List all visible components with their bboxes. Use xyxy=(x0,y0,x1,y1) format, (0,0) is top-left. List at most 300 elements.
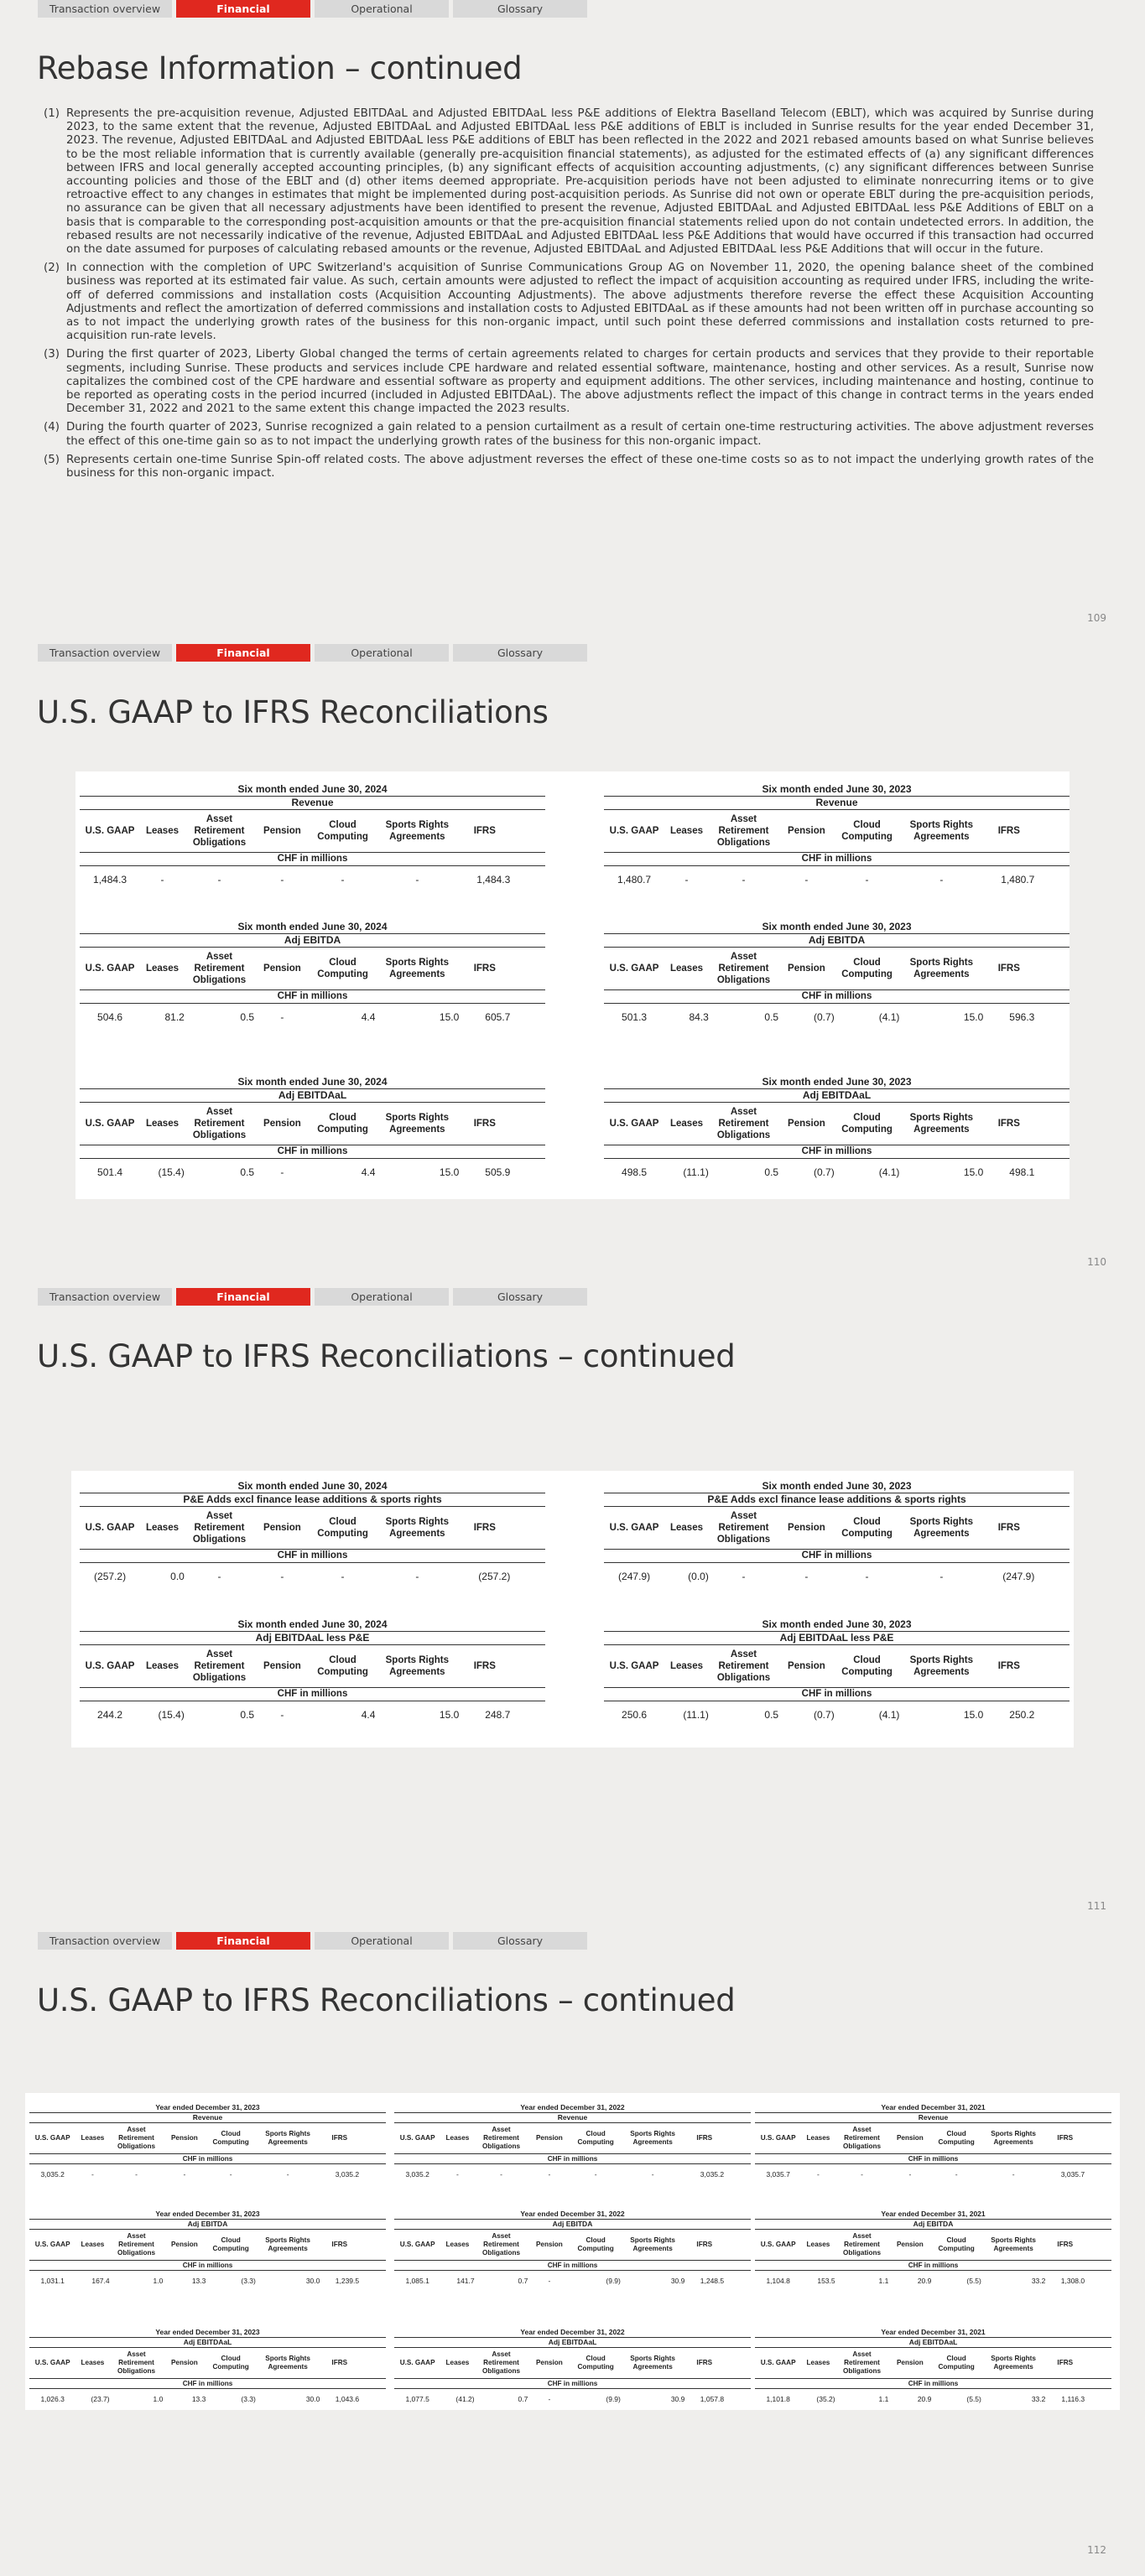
column-header: Sports Rights Agreements xyxy=(385,1113,450,1135)
table-cell: 501.3 xyxy=(622,1011,648,1023)
table-cell: 3,035.2 xyxy=(405,2170,429,2179)
column-headers xyxy=(394,2230,751,2261)
column-header: Asset Retirement Obligations xyxy=(192,1649,247,1683)
footnote-item xyxy=(44,107,1094,257)
reconciliation-table xyxy=(29,2328,386,2409)
column-header: Pension xyxy=(263,963,301,974)
unit-label: CHF in millions xyxy=(394,2261,751,2271)
table-cell: 3,035.2 xyxy=(700,2170,725,2179)
column-header: Asset Retirement Obligations xyxy=(842,2126,882,2150)
table-metric: Adj EBITDA xyxy=(394,2220,751,2230)
column-headers xyxy=(604,810,1070,853)
table-cell: 30.0 xyxy=(305,2277,320,2285)
column-header: Cloud Computing xyxy=(317,1113,368,1135)
column-header: Pension xyxy=(788,1523,825,1533)
table-cell: (15.4) xyxy=(158,1166,185,1178)
column-header: U.S. GAAP xyxy=(609,1523,659,1533)
column-header: Asset Retirement Obligations xyxy=(842,2350,882,2375)
table-cell: 15.0 xyxy=(963,1011,984,1023)
reconciliation-table xyxy=(394,2103,751,2184)
table-cell: 15.0 xyxy=(963,1166,984,1178)
column-headers xyxy=(80,948,545,990)
table-row xyxy=(604,1004,1070,1031)
table-cell: 1,057.8 xyxy=(700,2395,725,2403)
unit-label: CHF in millions xyxy=(604,990,1070,1004)
tab-operational[interactable]: Operational xyxy=(315,1932,449,1950)
column-header: Sports Rights Agreements xyxy=(630,2236,675,2252)
table-cell: (5.5) xyxy=(966,2277,981,2285)
tab-financial[interactable]: Financial xyxy=(176,644,310,662)
table-cell: 153.5 xyxy=(817,2277,835,2285)
reconciliation-table xyxy=(80,1480,545,1590)
column-header: IFRS xyxy=(1057,2359,1074,2366)
column-header: Cloud Computing xyxy=(212,2130,249,2146)
table-period: Year ended December 31, 2023 xyxy=(29,2210,386,2220)
column-header: Cloud Computing xyxy=(577,2130,614,2146)
table-cell: - xyxy=(955,2170,958,2179)
column-header: Cloud Computing xyxy=(841,1113,893,1135)
column-header: Cloud Computing xyxy=(212,2236,249,2252)
slide-111 xyxy=(0,1288,1145,1932)
table-cell: 505.9 xyxy=(485,1166,511,1178)
unit-label: CHF in millions xyxy=(29,2379,386,2389)
table-cell: 248.7 xyxy=(485,1709,511,1721)
table-cell: 605.7 xyxy=(485,1011,511,1023)
column-header: Pension xyxy=(788,1661,825,1671)
table-cell: - xyxy=(217,874,221,886)
table-cell: 498.1 xyxy=(1009,1166,1035,1178)
tab-financial[interactable]: Financial xyxy=(176,1288,310,1306)
column-header: Leases xyxy=(669,826,703,836)
table-cell: (0.7) xyxy=(814,1166,835,1178)
footnote-item xyxy=(44,262,1094,343)
unit-label: CHF in millions xyxy=(755,2379,1111,2389)
footnote-number: (4) xyxy=(44,421,60,434)
column-header: Sports Rights Agreements xyxy=(909,1113,974,1135)
column-header: Leases xyxy=(806,2359,830,2366)
table-cell: 596.3 xyxy=(1009,1011,1035,1023)
column-header: IFRS xyxy=(473,1119,496,1129)
column-header: Sports Rights Agreements xyxy=(909,1517,974,1539)
column-header: IFRS xyxy=(331,2241,348,2248)
column-header: U.S. GAAP xyxy=(34,2134,70,2142)
table-cell: (9.9) xyxy=(606,2395,621,2403)
column-header: U.S. GAAP xyxy=(85,1523,135,1533)
table-cell: - xyxy=(651,2170,654,2179)
table-cell: 13.3 xyxy=(191,2395,206,2403)
reconciliation-table xyxy=(394,2210,751,2291)
column-header: Sports Rights Agreements xyxy=(991,2355,1036,2371)
table-cell: 250.6 xyxy=(622,1709,648,1721)
table-row xyxy=(80,1563,545,1590)
tab-glossary[interactable]: Glossary xyxy=(453,1932,587,1950)
table-cell: 81.2 xyxy=(164,1011,185,1023)
column-header: Cloud Computing xyxy=(577,2355,614,2371)
tab-operational[interactable]: Operational xyxy=(315,644,449,662)
column-header: Asset Retirement Obligations xyxy=(117,2350,156,2375)
column-header: U.S. GAAP xyxy=(399,2241,435,2248)
column-header: Asset Retirement Obligations xyxy=(481,2350,521,2375)
column-header: IFRS xyxy=(473,963,496,974)
table-cell: 30.9 xyxy=(670,2395,685,2403)
column-header: U.S. GAAP xyxy=(609,826,659,836)
table-period: Six month ended June 30, 2024 xyxy=(80,783,545,797)
tab-glossary[interactable]: Glossary xyxy=(453,0,587,18)
tab-transaction-overview[interactable]: Transaction overview xyxy=(38,0,172,18)
table-period: Six month ended June 30, 2024 xyxy=(80,1480,545,1493)
column-header: Pension xyxy=(263,1661,301,1671)
column-headers xyxy=(755,2230,1111,2261)
reconciliation-table xyxy=(29,2210,386,2291)
column-header: Asset Retirement Obligations xyxy=(842,2232,882,2257)
table-row xyxy=(29,2164,386,2184)
column-header: Leases xyxy=(145,963,179,974)
column-headers xyxy=(394,2348,751,2379)
table-cell: (15.4) xyxy=(158,1709,185,1721)
column-header: IFRS xyxy=(473,1523,496,1533)
table-cell: 167.4 xyxy=(91,2277,110,2285)
table-cell: 15.0 xyxy=(439,1166,460,1178)
reconciliation-table xyxy=(755,2328,1111,2409)
table-cell: 1.0 xyxy=(153,2395,164,2403)
column-header: U.S. GAAP xyxy=(85,963,135,974)
table-cell: - xyxy=(280,874,284,886)
column-header: Pension xyxy=(263,1119,301,1129)
table-period: Year ended December 31, 2022 xyxy=(394,2103,751,2113)
table-row xyxy=(80,1159,545,1186)
table-cell: (5.5) xyxy=(966,2395,981,2403)
unit-label: CHF in millions xyxy=(755,2261,1111,2271)
table-cell: 1,031.1 xyxy=(40,2277,65,2285)
column-header: U.S. GAAP xyxy=(609,1661,659,1671)
table-cell: 0.5 xyxy=(764,1709,779,1721)
column-header: Pension xyxy=(170,2359,198,2366)
column-header: Cloud Computing xyxy=(317,1517,368,1539)
table-period: Six month ended June 30, 2024 xyxy=(80,921,545,934)
column-header: IFRS xyxy=(331,2134,348,2142)
column-header: U.S. GAAP xyxy=(399,2359,435,2366)
table-period: Year ended December 31, 2021 xyxy=(755,2103,1111,2113)
column-headers xyxy=(604,1507,1070,1550)
column-header: Pension xyxy=(896,2134,924,2142)
column-header: Asset Retirement Obligations xyxy=(716,814,771,848)
table-row xyxy=(29,2271,386,2291)
table-cell: - xyxy=(280,1011,284,1023)
table-metric: Adj EBITDA xyxy=(604,934,1070,948)
tab-operational[interactable]: Operational xyxy=(315,0,449,18)
table-cell: 1,308.0 xyxy=(1060,2277,1085,2285)
table-period: Six month ended June 30, 2023 xyxy=(604,1076,1070,1089)
column-header: Cloud Computing xyxy=(317,958,368,979)
column-header: Asset Retirement Obligations xyxy=(192,1107,247,1140)
column-headers xyxy=(80,1645,545,1688)
column-header: Sports Rights Agreements xyxy=(385,1517,450,1539)
table-cell: 1.0 xyxy=(153,2277,164,2285)
reconciliation-table xyxy=(604,921,1070,1031)
table-cell: 15.0 xyxy=(439,1709,460,1721)
table-cell: (23.7) xyxy=(91,2395,110,2403)
column-header: Asset Retirement Obligations xyxy=(716,1107,771,1140)
table-cell: 0.5 xyxy=(764,1166,779,1178)
page-number: 112 xyxy=(1087,2544,1106,2556)
reconciliation-table xyxy=(394,2328,751,2409)
column-header: Leases xyxy=(81,2134,105,2142)
column-header: Asset Retirement Obligations xyxy=(117,2126,156,2150)
table-cell: (257.2) xyxy=(94,1571,127,1582)
footnote-item xyxy=(44,348,1094,416)
nav-tabs xyxy=(38,644,587,662)
table-cell: (11.1) xyxy=(683,1709,709,1721)
column-header: Sports Rights Agreements xyxy=(991,2236,1036,2252)
unit-label: CHF in millions xyxy=(604,1688,1070,1701)
table-period: Year ended December 31, 2022 xyxy=(394,2328,751,2338)
column-headers xyxy=(755,2123,1111,2154)
tab-financial[interactable]: Financial xyxy=(176,0,310,18)
table-cell: 33.2 xyxy=(1031,2395,1046,2403)
table-metric: Adj EBITDAaL xyxy=(394,2338,751,2348)
column-header: U.S. GAAP xyxy=(85,826,135,836)
table-cell: 0.0 xyxy=(170,1571,185,1582)
column-headers xyxy=(29,2348,386,2379)
table-cell: (35.2) xyxy=(816,2395,835,2403)
tab-transaction-overview[interactable]: Transaction overview xyxy=(38,644,172,662)
table-cell: - xyxy=(939,1571,944,1582)
column-header: Leases xyxy=(806,2134,830,2142)
column-header: Sports Rights Agreements xyxy=(265,2130,310,2146)
column-header: Sports Rights Agreements xyxy=(991,2130,1036,2146)
column-header: U.S. GAAP xyxy=(760,2359,796,2366)
column-header: Cloud Computing xyxy=(841,1655,893,1677)
page-title: U.S. GAAP to IFRS Reconciliations – continued xyxy=(37,1338,736,1374)
table-cell: (4.1) xyxy=(878,1166,900,1178)
reconciliation-table xyxy=(604,783,1070,893)
column-headers xyxy=(80,1507,545,1550)
column-header: Asset Retirement Obligations xyxy=(716,952,771,985)
table-cell: 30.0 xyxy=(305,2395,320,2403)
table-metric: Adj EBITDAaL less P&E xyxy=(604,1632,1070,1645)
table-cell: 3,035.2 xyxy=(40,2170,65,2179)
column-header: Pension xyxy=(896,2241,924,2248)
column-header: Leases xyxy=(445,2359,470,2366)
table-cell: 3,035.2 xyxy=(335,2170,360,2179)
column-header: U.S. GAAP xyxy=(760,2241,796,2248)
column-header: Asset Retirement Obligations xyxy=(192,952,247,985)
table-period: Year ended December 31, 2023 xyxy=(29,2328,386,2338)
column-header: IFRS xyxy=(1057,2241,1074,2248)
table-cell: 1,248.5 xyxy=(700,2277,725,2285)
footnote-number: (1) xyxy=(44,107,60,120)
column-header: U.S. GAAP xyxy=(85,1119,135,1129)
column-header: Asset Retirement Obligations xyxy=(716,1511,771,1545)
tab-financial[interactable]: Financial xyxy=(176,1932,310,1950)
table-cell: - xyxy=(1012,2170,1015,2179)
table-cell: 1.1 xyxy=(878,2277,889,2285)
column-header: Cloud Computing xyxy=(938,2236,975,2252)
column-header: Cloud Computing xyxy=(317,820,368,842)
column-header: Leases xyxy=(669,1661,703,1671)
column-header: Asset Retirement Obligations xyxy=(481,2232,521,2257)
unit-label: CHF in millions xyxy=(29,2261,386,2271)
nav-tabs xyxy=(38,1288,587,1306)
page-number: 109 xyxy=(1087,612,1106,624)
footnote-text: Represents the pre-acquisition revenue, Adjusted EBITDAaL and Adjusted EBITDAaL less P&E additions of Elektra Baselland Telecom (EBLT), which was acquired by Sunrise during 2023, to the same extent that the revenue, Adjusted EBITDAaL and Adjusted EBITDAaL less P&E additions of EBLT is included in Sunrise results for the year ended December 31, 2023. The revenue, Adjusted EBITDAaL and Adjusted EBITDAaL less P&E additions of EBLT has been reflected in the 2022 and 2021 rebased amounts based on what Sunrise believes to be the most reliable information that is currently available (generally pre-acquisition financial statements), as adjusted for the estimated effects of (a) any significant differences between IFRS and local generally accepted accounting principles, (b) any significant effects of acquisition accounting adjustments, (c) any significant differences between Sunrise accounting policies and those of the EBLT and (d) other items deemed appropriate. Pre-acquisition periods have not been adjusted to eliminate nonrecurring items or to give retroactive effect to any changes in estimates that might be implemented during post-acquisition periods. As Sunrise did not own or operate EBLT during the pre-acquisition periods, no assurance can be given that all necessary adjustments have been identified to present the revenue, Adjusted EBITDAaL and Adjusted EBITDAaL less P&E Additions of EBLT on a basis that is comparable to the corresponding post-acquisition amounts or that the pre-acquisition financial statements relied upon do not contain undetected errors. In addition, the rebased results are not necessarily indicative of the revenue, Adjusted EBITDAaL and Adjusted EBITDAaL less P&E Additions that would have occurred if this transaction had occurred on the date assumed for purposes of calculating rebased amounts or the revenue, Adjusted EBITDAaL and Adjusted EBITDAaL less P&E Additions that will occur in the future. xyxy=(66,107,1094,257)
column-header: Sports Rights Agreements xyxy=(385,820,450,842)
reconciliation-table xyxy=(755,2210,1111,2291)
column-header: Sports Rights Agreements xyxy=(909,958,974,979)
tab-glossary[interactable]: Glossary xyxy=(453,1288,587,1306)
footnote-number: (2) xyxy=(44,262,60,275)
table-cell: (11.1) xyxy=(683,1166,709,1178)
table-cell: 1,104.8 xyxy=(766,2277,790,2285)
column-header: Leases xyxy=(806,2241,830,2248)
tab-transaction-overview[interactable]: Transaction overview xyxy=(38,1932,172,1950)
column-header: Leases xyxy=(145,826,179,836)
table-cell: (0.7) xyxy=(814,1709,835,1721)
table-cell: - xyxy=(217,1571,221,1582)
column-header: Leases xyxy=(445,2241,470,2248)
table-metric: Adj EBITDA xyxy=(755,2220,1111,2230)
reconciliation-table xyxy=(755,2103,1111,2184)
table-cell: 1,116.3 xyxy=(1061,2395,1085,2403)
reconciliation-table xyxy=(29,2103,386,2184)
nav-tabs xyxy=(38,1932,587,1950)
table-metric: Adj EBITDAaL less P&E xyxy=(80,1632,545,1645)
table-cell: 1,101.8 xyxy=(766,2395,790,2403)
column-header: IFRS xyxy=(1057,2134,1074,2142)
table-row xyxy=(80,1004,545,1031)
table-cell: 501.4 xyxy=(97,1166,123,1178)
reconciliation-table xyxy=(80,1076,545,1186)
table-period: Year ended December 31, 2023 xyxy=(29,2103,386,2113)
footnote-text: During the fourth quarter of 2023, Sunrise recognized a gain related to a pension curtailment as a result of certain one-time restructuring activities. The above adjustment reverses the effect of this one-time gain so as to not impact the underlying growth rates of the business for this non-organic impact. xyxy=(66,421,1094,448)
column-header: Cloud Computing xyxy=(841,820,893,842)
unit-label: CHF in millions xyxy=(80,1145,545,1159)
table-cell: 0.7 xyxy=(518,2277,528,2285)
table-cell: - xyxy=(742,874,746,886)
table-cell: 4.4 xyxy=(361,1166,376,1178)
table-cell: 1,484.3 xyxy=(476,874,511,886)
column-header: Leases xyxy=(445,2134,470,2142)
column-header: Leases xyxy=(145,1523,179,1533)
table-row xyxy=(394,2389,751,2409)
table-cell: 1,043.6 xyxy=(335,2395,360,2403)
table-cell: - xyxy=(804,1571,809,1582)
tab-operational[interactable]: Operational xyxy=(315,1288,449,1306)
unit-label: CHF in millions xyxy=(394,2379,751,2389)
table-cell: - xyxy=(183,2170,186,2179)
column-header: Cloud Computing xyxy=(212,2355,249,2371)
table-row xyxy=(755,2164,1111,2184)
column-header: Leases xyxy=(145,1661,179,1671)
table-cell: 1,480.7 xyxy=(1001,874,1035,886)
column-header: IFRS xyxy=(696,2241,713,2248)
unit-label: CHF in millions xyxy=(755,2154,1111,2164)
footnote-item xyxy=(44,421,1094,448)
nav-tabs xyxy=(38,0,587,18)
table-metric: Adj EBITDA xyxy=(80,934,545,948)
table-period: Six month ended June 30, 2023 xyxy=(604,1480,1070,1493)
column-header: Sports Rights Agreements xyxy=(265,2355,310,2371)
table-cell: 1,077.5 xyxy=(405,2395,429,2403)
column-header: Sports Rights Agreements xyxy=(385,958,450,979)
table-cell: - xyxy=(415,1571,419,1582)
footnote-item xyxy=(44,454,1094,480)
table-cell: - xyxy=(341,1571,345,1582)
table-metric: Adj EBITDA xyxy=(29,2220,386,2230)
unit-label: CHF in millions xyxy=(604,1145,1070,1159)
table-metric: Revenue xyxy=(29,2113,386,2123)
column-header: Cloud Computing xyxy=(317,1655,368,1677)
table-cell: 20.9 xyxy=(917,2277,932,2285)
table-cell: 1,484.3 xyxy=(93,874,128,886)
table-cell: 0.5 xyxy=(764,1011,779,1023)
column-header: Pension xyxy=(788,1119,825,1129)
column-headers xyxy=(29,2123,386,2154)
table-period: Six month ended June 30, 2024 xyxy=(80,1076,545,1089)
table-cell: (4.1) xyxy=(878,1709,900,1721)
column-header: Pension xyxy=(263,826,301,836)
unit-label: CHF in millions xyxy=(604,1550,1070,1563)
column-header: Sports Rights Agreements xyxy=(385,1655,450,1677)
table-row xyxy=(755,2389,1111,2409)
table-cell: (3.3) xyxy=(241,2277,256,2285)
column-header: Pension xyxy=(170,2134,198,2142)
column-header: U.S. GAAP xyxy=(34,2359,70,2366)
unit-label: CHF in millions xyxy=(394,2154,751,2164)
column-headers xyxy=(755,2348,1111,2379)
table-cell: - xyxy=(415,874,419,886)
column-header: IFRS xyxy=(473,1661,496,1671)
table-metric: Adj EBITDAaL xyxy=(604,1089,1070,1103)
table-cell: - xyxy=(160,874,164,886)
table-period: Six month ended June 30, 2024 xyxy=(80,1618,545,1632)
column-header: IFRS xyxy=(696,2359,713,2366)
table-cell: - xyxy=(91,2170,94,2179)
reconciliation-table xyxy=(604,1618,1070,1728)
column-header: Asset Retirement Obligations xyxy=(192,1511,247,1545)
table-cell: - xyxy=(865,1571,869,1582)
table-metric: Revenue xyxy=(80,797,545,810)
table-metric: Revenue xyxy=(755,2113,1111,2123)
column-header: IFRS xyxy=(997,826,1020,836)
table-cell: 141.7 xyxy=(456,2277,475,2285)
table-cell: 498.5 xyxy=(622,1166,648,1178)
table-row xyxy=(604,1159,1070,1186)
table-metric: P&E Adds excl finance lease additions & sports rights xyxy=(80,1493,545,1507)
table-cell: 1,239.5 xyxy=(335,2277,360,2285)
table-cell: 1.1 xyxy=(878,2395,889,2403)
footnote-number: (3) xyxy=(44,348,60,361)
table-cell: - xyxy=(548,2395,551,2403)
table-row xyxy=(80,1701,545,1728)
column-header: Cloud Computing xyxy=(841,1517,893,1539)
column-header: Leases xyxy=(145,1119,179,1129)
reconciliation-table xyxy=(604,1076,1070,1186)
table-cell: - xyxy=(804,874,809,886)
table-metric: Adj EBITDAaL xyxy=(29,2338,386,2348)
unit-label: CHF in millions xyxy=(80,1688,545,1701)
tab-transaction-overview[interactable]: Transaction overview xyxy=(38,1288,172,1306)
footnote-list xyxy=(44,107,1094,486)
page-number: 111 xyxy=(1087,1900,1106,1912)
unit-label: CHF in millions xyxy=(80,990,545,1004)
table-row xyxy=(604,866,1070,893)
table-cell: - xyxy=(229,2170,232,2179)
table-period: Six month ended June 30, 2023 xyxy=(604,1618,1070,1632)
table-row xyxy=(394,2271,751,2291)
tab-glossary[interactable]: Glossary xyxy=(453,644,587,662)
page-title: U.S. GAAP to IFRS Reconciliations xyxy=(37,694,549,730)
